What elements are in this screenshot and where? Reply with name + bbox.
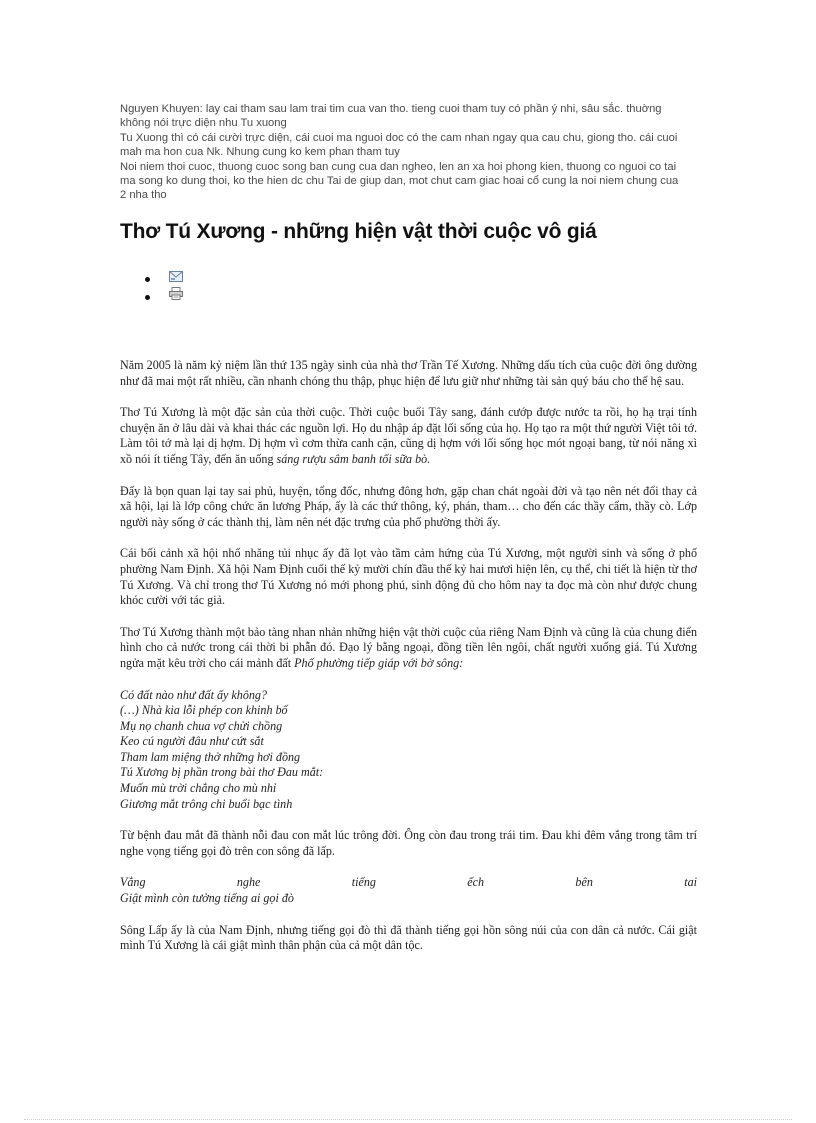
- paragraph-5-text: Thơ Tú Xương thành một bảo tàng nhan nhản những hiện vật thời cuộc của riêng Nam Định và cũng là của chung điển hình cho cả nước trong cái thời bi phẫn đó. Đạo lý bằng ngoại, đồng tiền lên ngôi, chất người xuống giá. Tú Xương ngửa mặt kêu trời cho cái mảnh đất: [120, 624, 697, 670]
- intro-line-3: Noi niem thoi cuoc, thuong cuoc song ban cung cua dan ngheo, len an xa hoi phong kien, thuong co nguoi co tai ma song ko dung thoi, ko the hien dc chu Tai de giup dan, mot chut cam giac hoai cổ cung la noi niem chung cua 2 nha tho: [120, 160, 679, 202]
- poem-line: Mụ nọ chanh chua vợ chửi chồng: [120, 718, 283, 733]
- print-icon[interactable]: [169, 287, 183, 305]
- poem-line: Muốn mù trời chẳng cho mù nhỉ: [120, 781, 277, 796]
- poem-line-justified: [120, 875, 697, 891]
- poem-line: Keo cú người đâu như cứt sắt: [120, 734, 264, 749]
- paragraph-4: Cái bối cảnh xã hội nhố nhăng tủi nhục ấy đã lọt vào tầm cảm hứng của Tú Xương, một người sinh và sống ở phố phường Nam Định. Xã hội Nam Định cuối thế kỷ mười chín đầu thế kỷ hai mươi hiện lên, cụ thể, chi tiết là hiện từ thơ Tú Xương. Và chỉ trong thơ Tú Xương nó mới phong phú, sinh động đủ cho hôm nay ta đọc mà còn như được chung khóc cười với tác giả.: [120, 546, 697, 608]
- poem-word: Vẳng: [120, 875, 146, 890]
- paragraph-5: [120, 625, 697, 672]
- poem-excerpt-2: [120, 875, 697, 906]
- intro-line-1: Nguyen Khuyen: lay cai tham sau lam trai tim cua van tho. tieng cuoi tham tuy có phần ý nhi, sâu sắc. thuờng không nói trực diện nhu Tu xuong: [120, 103, 662, 130]
- paragraph-2-text: Thơ Tú Xương là một đặc sản của thời cuộc. Thời cuộc buổi Tây sang, đánh cướp được nước ta rồi, họ hạ trại tính chuyện ăn ở lâu dài và khai thác các nguồn lợi. Họ du nhập áp đặt lối sống của họ. Họ tạo ra một thứ người Việt tôi tớ. Làm tôi tớ mà lại dị hợm. Dị hợm vì cơm thừa canh cặn, cũng dị hợm với lối sống học mót ngoại bang, từ nói năng xì xồ nói ít tiếng Tây, đến ăn uống: [120, 405, 697, 466]
- page-bottom-divider: [24, 1119, 792, 1120]
- poem-line: Có đất nào như đất ấy không?: [120, 687, 268, 702]
- poem-excerpt-1: [120, 688, 697, 813]
- paragraph-2-italic: sáng rượu sâm banh tối sữa bò.: [276, 451, 431, 466]
- poem-line: Giương mắt trông chi buổi bạc tình: [120, 796, 293, 811]
- paragraph-1: Năm 2005 là năm kỷ niệm lần thứ 135 ngày sinh của nhà thơ Trần Tế Xương. Những dấu tích của cuộc đời ông dường như đã mai một rất nhiều, cần nhanh chóng thu thập, phục hiện để lưu giữ như những tài sản quý báu cho thế hệ sau.: [120, 358, 697, 388]
- paragraph-2: [120, 405, 697, 467]
- article-title: Thơ Tú Xương - những hiện vật thời cuộc vô giá: [120, 220, 597, 243]
- intro-notes: [120, 102, 680, 203]
- paragraph-5-italic: Phố phường tiếp giáp với bờ sông:: [294, 655, 464, 670]
- poem-word: bên: [575, 875, 593, 890]
- email-icon[interactable]: [169, 269, 183, 287]
- poem-line: Tham lam miệng thở những hơi đồng: [120, 749, 301, 764]
- poem-line: Giật mình còn tưởng tiếng ai gọi đò: [120, 891, 294, 906]
- paragraph-3: Đấy là bọn quan lại tay sai phủ, huyện, tổng đốc, nhưng đông hơn, gặp chan chát ngoài đời và tạo nên nét đổi thay cả xã hội, lại là lớp công chức ăn lương Pháp, ấy là các thứ thông, ký, phán, tham… cho đến các thầy cẩm, thầy cò. Lớp người này sống ở các thành thị, làm nên nét đặc trưng của phố phường thời ấy.: [120, 483, 697, 529]
- poem-line: Tú Xương bị phần trong bài thơ Đau mắt:: [120, 765, 324, 780]
- poem-word: nghe: [236, 875, 261, 890]
- article-body: [120, 358, 697, 970]
- paragraph-6: Từ bệnh đau mắt đã thành nỗi đau con mắt lúc trông đời. Ông còn đau trong trái tim. Đau khi đêm vắng trong tâm trí nghe vọng tiếng gọi đò trên con sông đã lấp.: [120, 828, 697, 858]
- poem-line: (…) Nhà kia lỗi phép con khinh bố: [120, 703, 288, 718]
- poem-word: tiếng: [351, 875, 376, 890]
- intro-line-2: Tu Xuong thì có cái cười trực diện, cái cuoi ma nguoi doc có the cam nhan ngay qua cau chu, giong tho. cái cuoi mah ma hon cua Nk. Nhung cung ko kem phan tham tuy: [120, 131, 678, 159]
- poem-word: ếch: [467, 875, 485, 890]
- poem-word: tai: [684, 875, 697, 890]
- paragraph-7: Sông Lấp ấy là của Nam Định, nhưng tiếng gọi đò thì đã thành tiếng gọi hồn sông núi của con dân cả nước. Cái giật mình Tú Xương là cái giật mình thân phận của cả một dân tộc.: [120, 922, 697, 953]
